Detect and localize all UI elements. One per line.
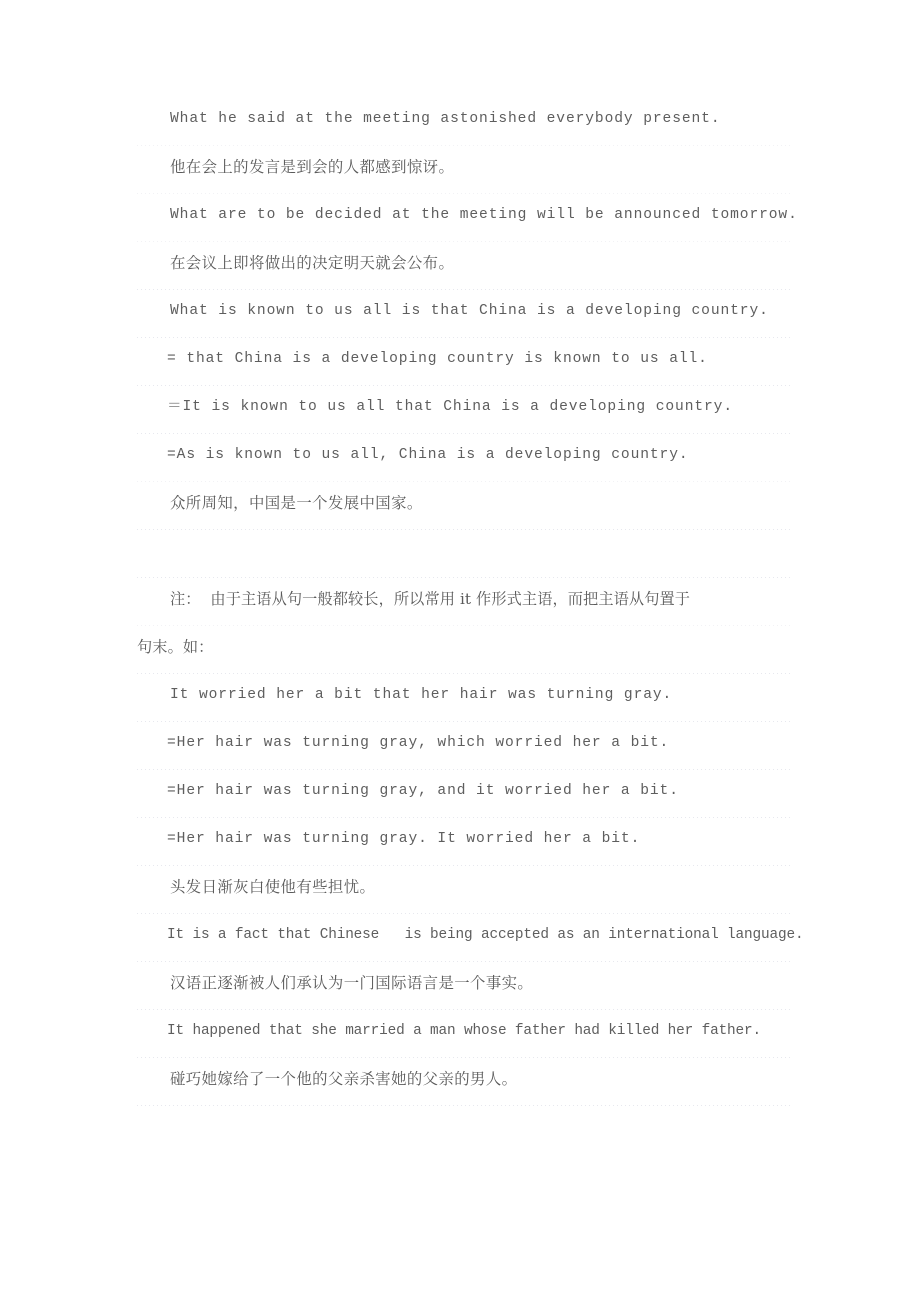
line-text: It happened that she married a man whose father had killed her father.	[167, 1023, 762, 1039]
text-line	[137, 632, 790, 680]
text-line	[137, 680, 790, 728]
line-text: What he said at the meeting astonished everybody present.	[170, 111, 721, 127]
text-line	[137, 104, 790, 152]
dotted-separator	[137, 913, 790, 914]
line-text: 在会议上即将做出的决定明天就会公布。	[170, 254, 455, 272]
paragraph-spacer	[137, 536, 790, 584]
dotted-separator	[137, 769, 790, 770]
text-line	[137, 920, 804, 968]
dotted-separator	[137, 673, 790, 674]
document-body	[137, 104, 804, 1112]
text-line	[137, 200, 798, 248]
line-text: =As is known to us all, China is a developing country.	[167, 447, 689, 463]
line-text: = that China is a developing country is known to us all.	[167, 351, 708, 367]
text-line	[137, 392, 790, 440]
text-line	[137, 1016, 790, 1064]
line-text: =Her hair was turning gray, and it worried her a bit.	[167, 783, 679, 799]
text-line	[137, 488, 790, 536]
line-text: =Her hair was turning gray. It worried her a bit.	[167, 831, 641, 847]
line-text: It is a fact that Chinese is being accepted as an international language.	[167, 927, 804, 943]
dotted-separator	[137, 241, 790, 242]
line-text: 众所周知，中国是一个发展中国家。	[170, 494, 423, 512]
line-text: What is known to us all is that China is a developing country.	[170, 303, 769, 319]
dotted-separator	[137, 817, 790, 818]
dotted-separator	[137, 577, 790, 578]
line-text: 头发日渐灰白使他有些担忧。	[170, 878, 376, 896]
dotted-separator	[137, 961, 790, 962]
text-line	[137, 152, 790, 200]
dotted-separator	[137, 385, 790, 386]
text-line	[137, 824, 790, 872]
text-line	[137, 1064, 790, 1112]
dotted-separator	[137, 529, 790, 530]
dotted-separator	[137, 721, 790, 722]
dotted-separator	[137, 145, 790, 146]
dotted-separator	[137, 1105, 790, 1106]
line-text: =Her hair was turning gray, which worried her a bit.	[167, 735, 670, 751]
dotted-separator	[137, 337, 790, 338]
dotted-separator	[137, 865, 790, 866]
text-line	[137, 968, 790, 1016]
dotted-separator	[137, 481, 790, 482]
text-line	[137, 344, 790, 392]
line-text: ＝It is known to us all that China is a developing country.	[167, 399, 733, 415]
line-text: What are to be decided at the meeting will be announced tomorrow.	[170, 207, 798, 223]
dotted-separator	[137, 1057, 790, 1058]
text-line	[137, 728, 790, 776]
dotted-separator	[137, 625, 790, 626]
text-line	[137, 776, 790, 824]
line-text: 汉语正逐渐被人们承认为一门国际语言是一个事实。	[170, 974, 534, 992]
line-text: 句末。如：	[137, 638, 214, 656]
text-line	[137, 440, 790, 488]
text-line	[137, 872, 790, 920]
line-text: It worried her a bit that her hair was turning gray.	[170, 687, 673, 703]
dotted-separator	[137, 289, 790, 290]
text-line	[137, 248, 790, 296]
line-text: 碰巧她嫁给了一个他的父亲杀害她的父亲的男人。	[170, 1070, 518, 1088]
dotted-separator	[137, 1009, 790, 1010]
dotted-separator	[137, 433, 790, 434]
line-text: 注： 由于主语从句一般都较长，所以常用 it 作形式主语，而把主语从句置于	[170, 590, 691, 608]
text-line	[137, 296, 790, 344]
line-text: 他在会上的发言是到会的人都感到惊讶。	[170, 158, 455, 176]
dotted-separator	[137, 193, 790, 194]
text-line	[137, 584, 790, 632]
